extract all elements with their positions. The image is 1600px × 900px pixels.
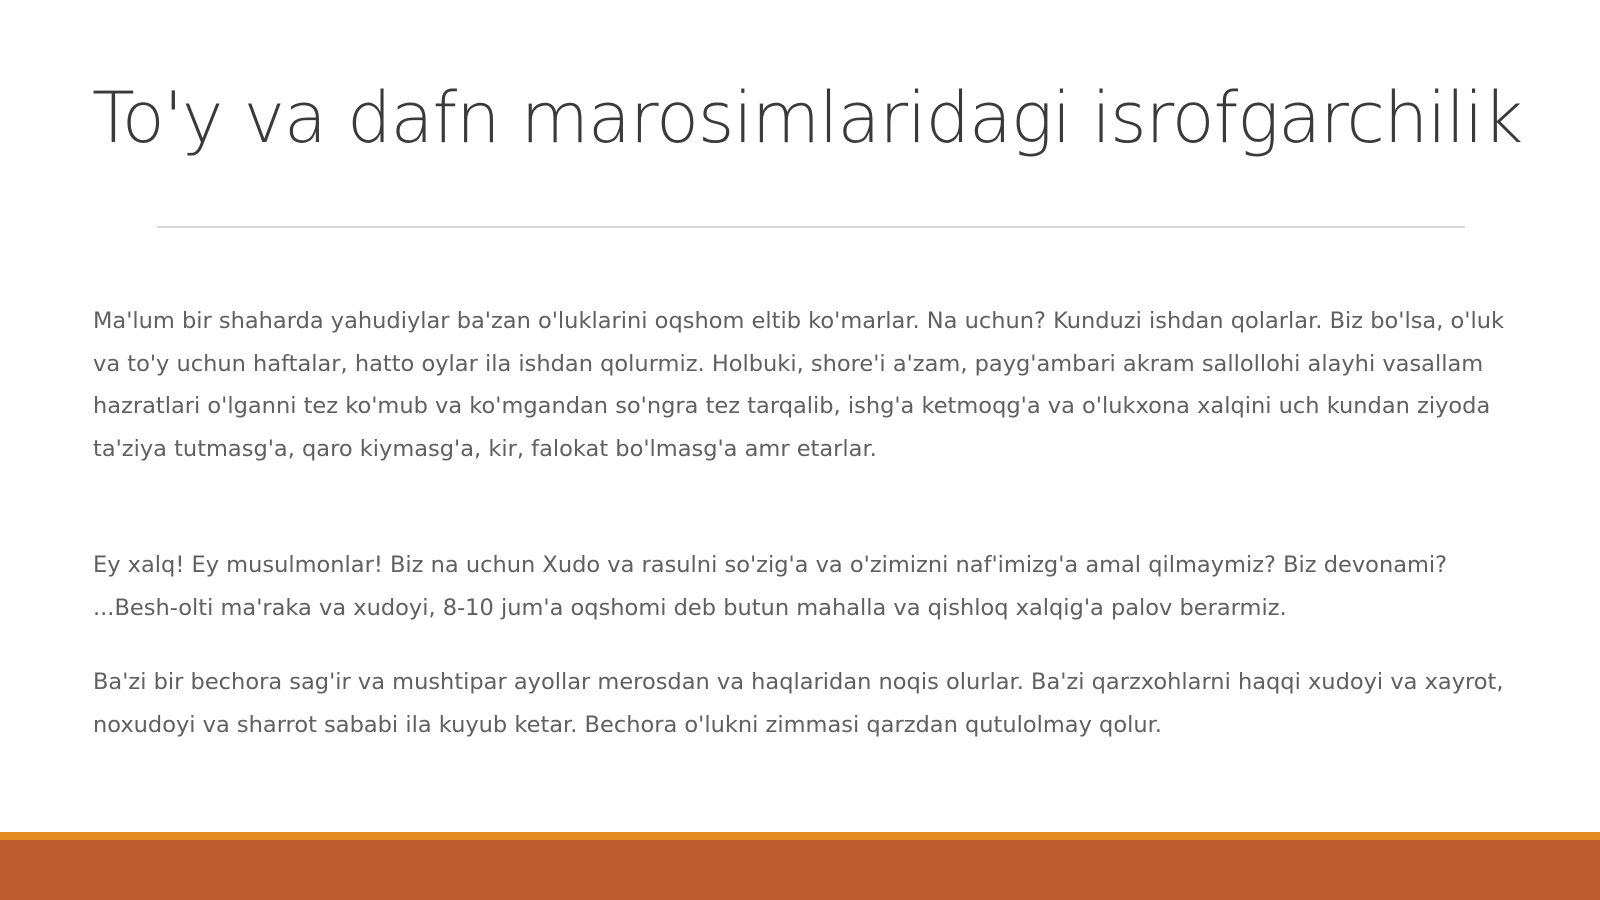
body-paragraph: Ma'lum bir shaharda yahudiylar ba'zan o'luklarini oqshom eltib ko'marlar. Na uchun? Kunduzi ishdan qolarlar. Biz bo'lsa, o'luk va to'y uchun haftalar, hatto oylar ila ishdan qolurmiz. Holbuki, shore'i a'zam, payg'ambari akram sallollohi alayhi vasallam hazratlari o'lganni tez ko'mub va ko'mgandan so'ngra tez tarqalib, ishg'a ketmoqg'a va o'lukxona xalqini uch kundan ziyoda ta'ziya tutmasg'a, qaro kiymasg'a, kir, falokat bo'lmasg'a amr etarlar. [93, 308, 1505, 462]
body-paragraph: Ey xalq! Ey musulmonlar! Biz na uchun Xudo va rasulni so'zig'a va o'zimizni naf'imizg'a amal qilmaymiz? Biz devonami? ...Besh-olti ma'raka va xudoyi, 8-10 jum'a oqshomi deb butun mahalla va qishloq xalqig'a palov berarmiz. [93, 552, 1448, 621]
title-divider [157, 226, 1465, 228]
body-paragraph: Ba'zi bir bechora sag'ir va mushtipar ayollar merosdan va haqlaridan noqis olurlar. Ba'zi qarzxohlarni haqqi xudoyi va xayrot, noxudoyi va sharrot sababi ila kuyub ketar. Bechora o'lukni zimmasi qarzdan qutulolmay qolur. [93, 669, 1504, 738]
footer-accent-line [0, 832, 1600, 840]
slide-body [93, 300, 1513, 746]
slide-title: To'y va dafn marosimlaridagi isrofgarchilik [92, 77, 1523, 159]
footer-bar [0, 840, 1600, 900]
